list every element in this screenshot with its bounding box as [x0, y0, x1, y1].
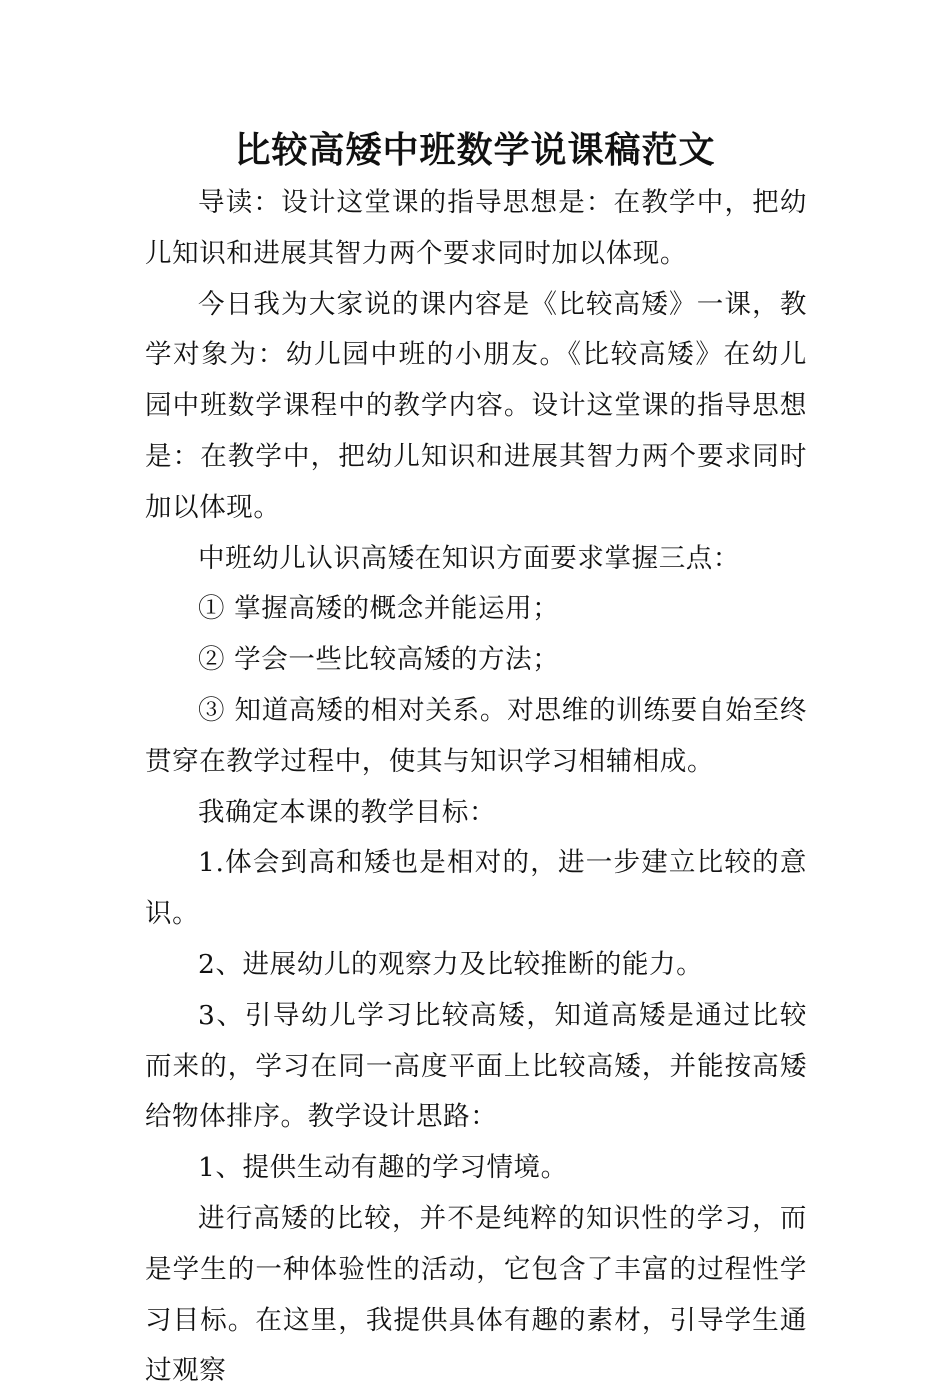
paragraph-design-detail: 进行高矮的比较，并不是纯粹的知识性的学习，而是学生的一种体验性的活动，它包含了丰富的过程性学习目标。在这里，我提供具体有趣的素材，引导学生通过观察	[145, 1202, 807, 1387]
paragraph-intro: 导读：设计这堂课的指导思想是：在教学中，把幼儿知识和进展其智力两个要求同时加以体现。	[145, 187, 807, 269]
list-item: ② 学会一些比较高矮的方法；	[198, 644, 560, 676]
document-body	[145, 178, 807, 1397]
goal-item: 1.体会到高和矮也是相对的，进一步建立比较的意识。	[145, 847, 807, 930]
paragraph-knowledge-requirements: 中班幼儿认识高矮在知识方面要求掌握三点：	[198, 542, 740, 574]
list-item: ③ 知道高矮的相对关系。对思维的训练要自始至终贯穿在教学过程中，使其与知识学习相辅相成。	[145, 694, 807, 777]
goal-item: 2、进展幼儿的观察力及比较推断的能力。	[198, 948, 704, 980]
design-item: 1、提供生动有趣的学习情境。	[198, 1152, 568, 1184]
list-item: ① 掌握高矮的概念并能运用；	[198, 593, 560, 625]
paragraph-lesson-content: 今日我为大家说的课内容是《比较高矮》一课，教学对象为：幼儿园中班的小朋友。《比较高矮》在幼儿园中班数学课程中的教学内容。设计这堂课的指导思想是：在教学中，把幼儿知识和进展其智力两个要求同时加以体现。	[145, 288, 807, 523]
goal-item: 3、引导幼儿学习比较高矮，知道高矮是通过比较而来的，学习在同一高度平面上比较高矮，并能按高矮给物体排序。教学设计思路：	[145, 999, 807, 1133]
document-title: 比较高矮中班数学说课稿范文	[234, 129, 716, 171]
paragraph-goals-heading: 我确定本课的教学目标：	[198, 796, 497, 828]
